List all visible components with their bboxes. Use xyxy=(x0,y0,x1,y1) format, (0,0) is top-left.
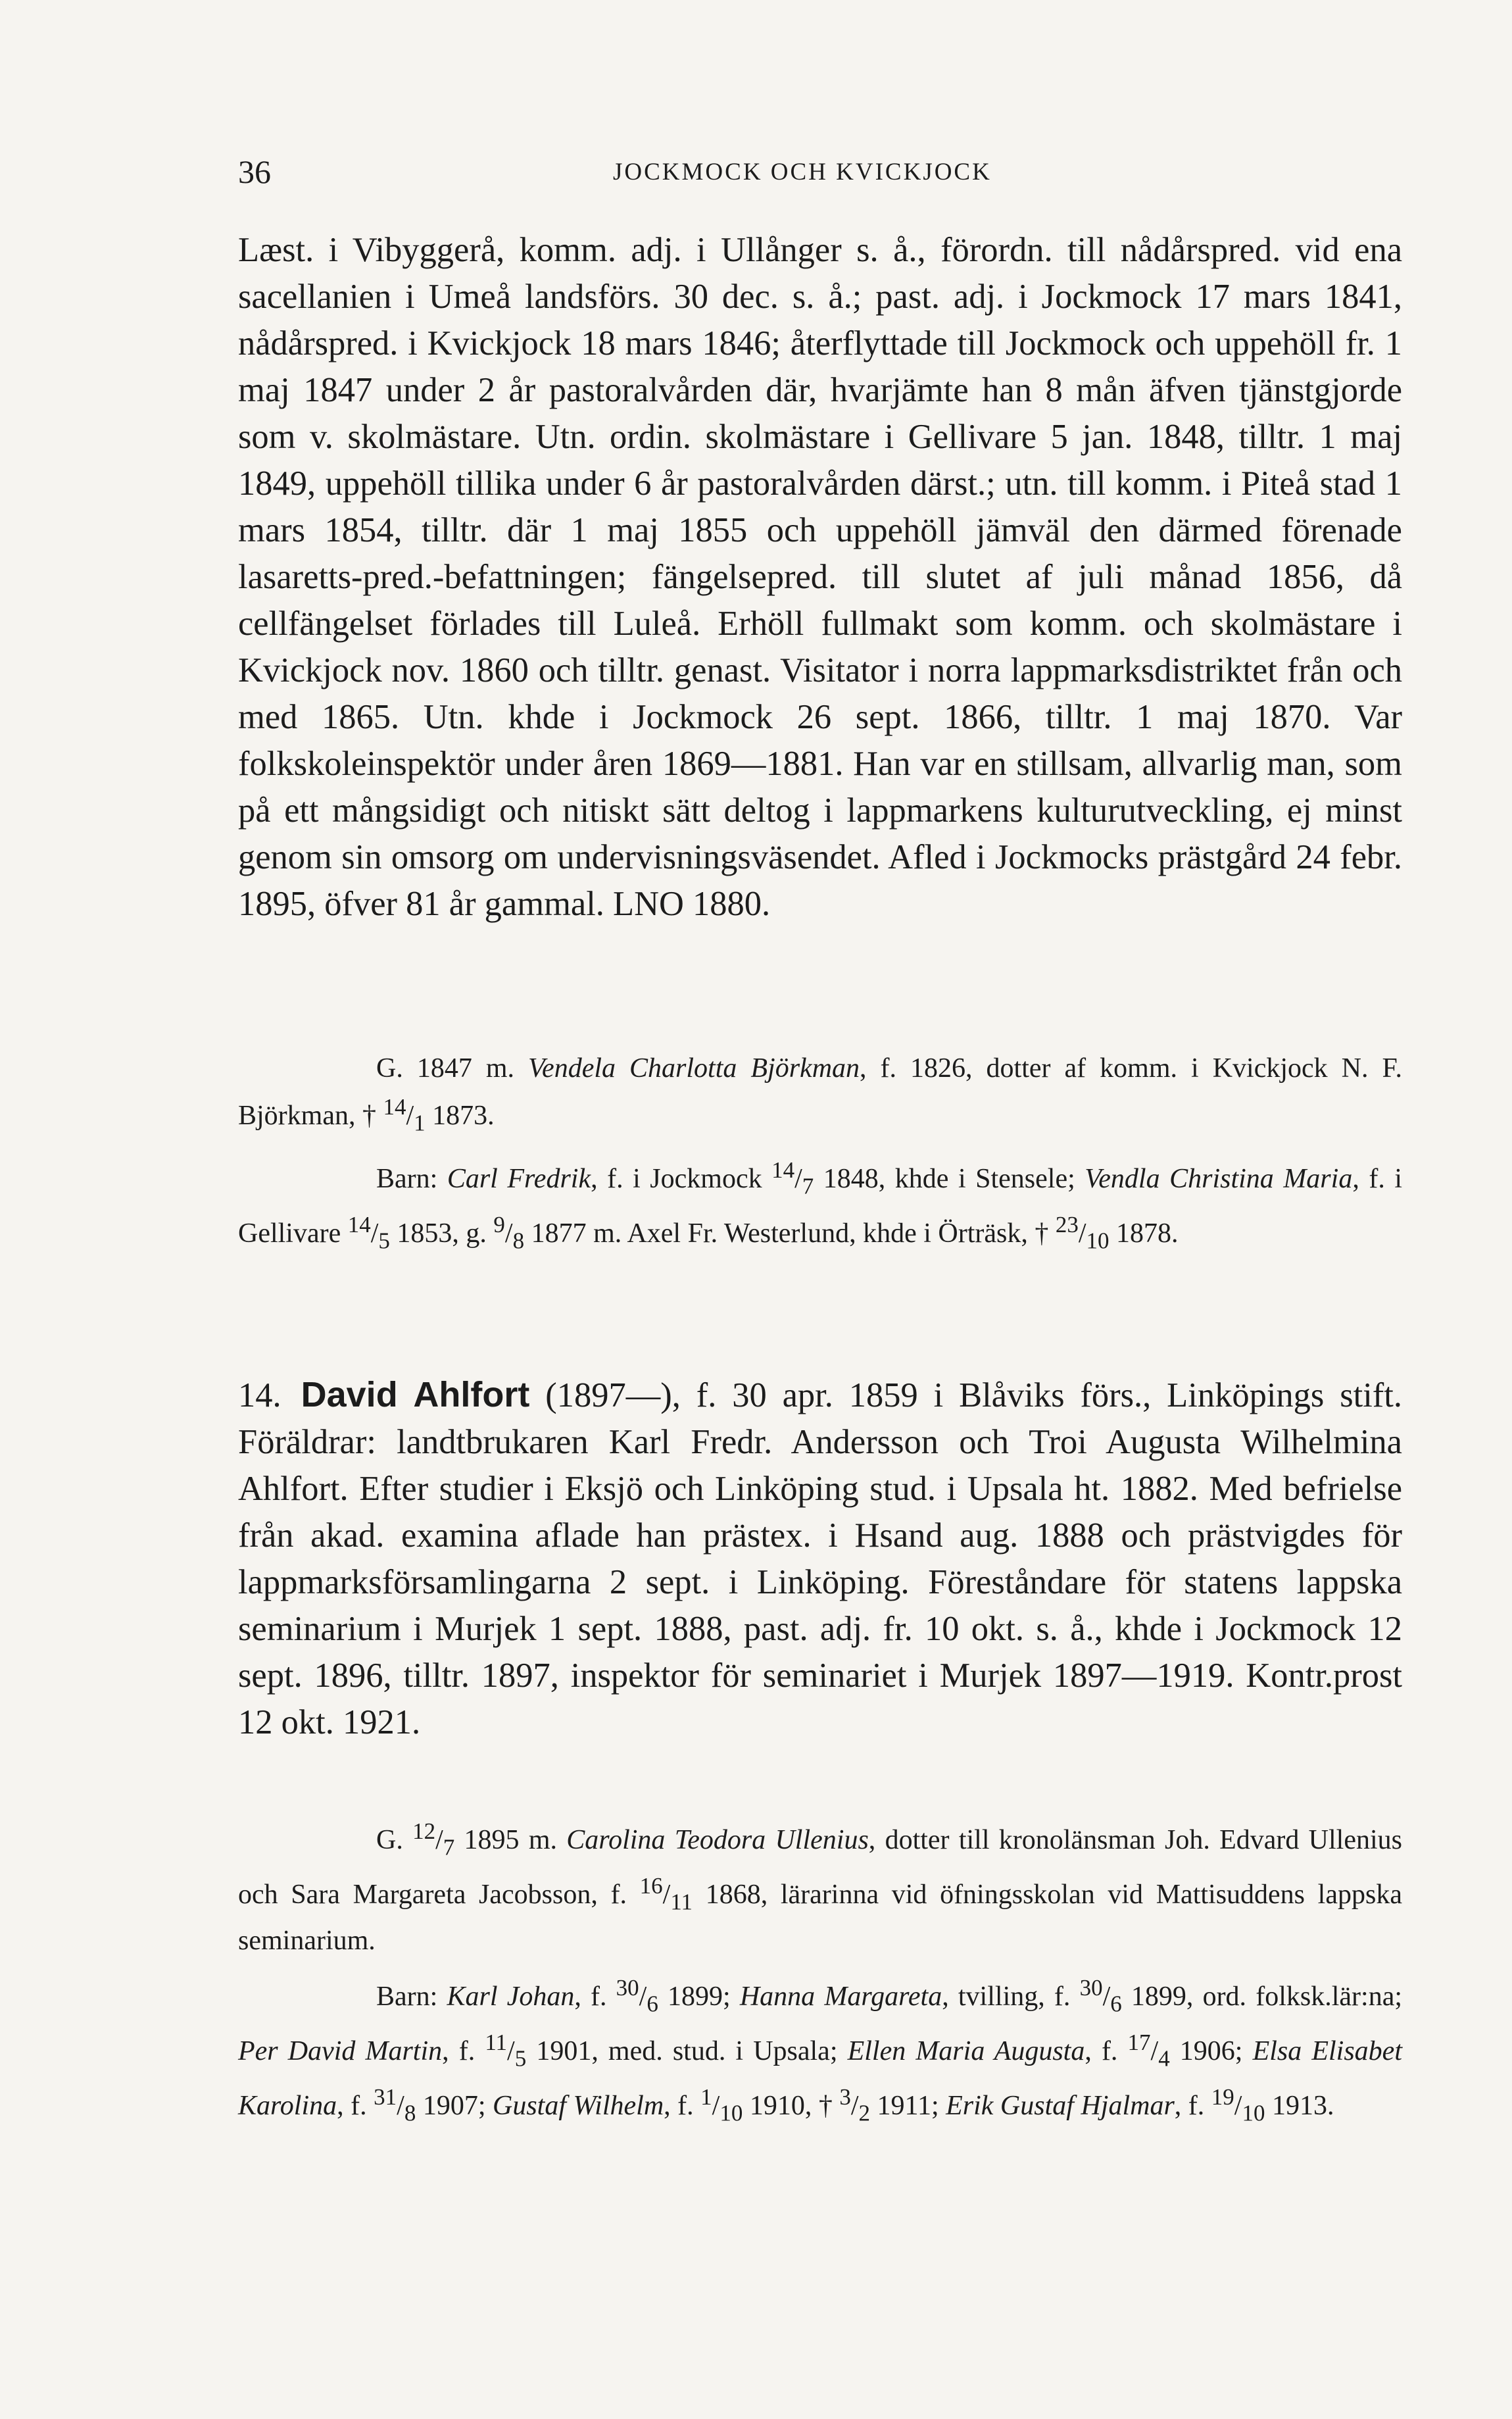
entry-13-children: Barn: Carl Fredrik, f. i Jockmock $^{14}/_7$ 1848, khde i Stensele; Vendla Christina Maria, f. i Gellivare $^{14}/_5$ 1853, g. $^9/_8$ 1877 m. Axel Fr. Westerlund, khde i Örträsk, † $^{23}/_{10}$ 1878. xyxy=(238,1157,1403,1254)
running-head: JOCKMOCK OCH KVICKJOCK xyxy=(613,159,992,186)
entry-14-family xyxy=(238,1812,1402,2133)
child-name: Elsa Elisabet Karolina xyxy=(238,2036,1402,2122)
spouse-name: Vendela Charlotta Björkman xyxy=(528,1053,860,1084)
entry-13-section xyxy=(238,227,1402,928)
spouse-name: Carolina Teodora Ullenius xyxy=(566,1825,869,1855)
child-name: Erik Gustaf Hjalmar xyxy=(946,2091,1175,2122)
child-name: Hanna Margareta xyxy=(739,1982,942,2012)
child-name: Gustaf Wilhelm xyxy=(492,2091,664,2122)
entry-13-marriage: G. 1847 m. Vendela Charlotta Björkman, f. 1826, dotter af komm. i Kvickjock N. F. Björkman, † $^{14}/_1$ 1873. xyxy=(238,1053,1402,1135)
child-name: Per David Martin xyxy=(238,2036,443,2067)
child-name: Vendla Christina Maria xyxy=(1085,1164,1353,1195)
entry-number: 14. xyxy=(238,1376,281,1414)
page-number: 36 xyxy=(238,153,271,190)
entry-13-family xyxy=(238,1049,1402,1260)
child-name: Karl Johan xyxy=(447,1982,575,2012)
entry-14-children: Barn: Karl Johan, f. $^{30}/_6$ 1899; Hanna Margareta, tvilling, f. $^{30}/_6$ 1899, ord. folksk.lär:na; Per David Martin, f. $^{11}/_5$ 1901, med. stud. i Upsala; Ellen Maria Augusta, f. $^{17}/_4$ 1906; Elsa Elisabet Karolina, f. $^{31}/_8$ 1907; Gustaf Wilhelm, f. $^1/_{10}$ 1910, † $^3/_2$ 1911; Erik Gustaf Hjalmar, f. $^{19}/_{10}$ 1913. xyxy=(238,1975,1403,2126)
child-name: Carl Fredrik xyxy=(447,1164,591,1195)
entry-14-bio: 14. David Ahlfort (1897—), f. 30 apr. 1859 i Blåviks förs., Linköpings stift. Föräldrar: landtbrukaren Karl Fredr. Andersson och Troi Augusta Wilhelmina Ahlfort. Efter studier i Eksjö och Linköping stud. i Upsala ht. 1882. Med befrielse från akad. examina aflade han prästex. i Hsand aug. 1888 och prästvigdes för lappmarksförsamlingarna 2 sept. i Linköping. Föreståndare för statens lappska seminarium i Murjek 1 sept. 1888, past. adj. fr. 10 okt. s. å., khde i Jockmock 12 sept. 1896, tilltr. 1897, inspektor för seminariet i Murjek 1897—1919. Kontr.prost 12 okt. 1921. xyxy=(238,1372,1402,1746)
entry-14-section xyxy=(238,1372,1402,1746)
entry-14-marriage: G. $^{12}/_7$ 1895 m. Carolina Teodora Ullenius, dotter till kronolänsman Joh. Edvard Ullenius och Sara Margareta Jacobsson, f. $^{16}/_{11}$ 1868, lärarinna vid öfningsskolan vid Mattisuddens lappska seminarium. xyxy=(238,1818,1402,1956)
entry-name: David Ahlfort xyxy=(301,1375,530,1414)
child-name: Ellen Maria Augusta xyxy=(847,2036,1085,2067)
entry-13-bio: Læst. i Vibyggerå, komm. adj. i Ullånger s. å., förordn. till nådårspred. vid ena sacellanien i Umeå landsförs. 30 dec. s. å.; past. adj. i Jockmock 17 mars 1841, nådårspred. i Kvickjock 18 mars 1846; återflyttade till Jockmock och uppehöll fr. 1 maj 1847 under 2 år pastoralvården där, hvarjämte han 8 mån äfven tjänstgjorde som v. skolmästare. Utn. ordin. skolmästare i Gellivare 5 jan. 1848, tilltr. 1 maj 1849, uppehöll tillika under 6 år pastoralvården därst.; utn. till komm. i Piteå stad 1 mars 1854, tilltr. där 1 maj 1855 och uppehöll jämväl den därmed förenade lasaretts-pred.-befattningen; fängelsepred. till slutet af juli månad 1856, då cellfängelset förlades till Luleå. Erhöll fullmakt som komm. och skolmästare i Kvickjock nov. 1860 och tilltr. genast. Visitator i norra lappmarksdistriktet från och med 1865. Utn. khde i Jockmock 26 sept. 1866, tilltr. 1 maj 1870. Var folkskoleinspektör under åren 1869—1881. Han var en stillsam, allvarlig man, som på ett mångsidigt och nitiskt sätt deltog i lappmarkens kulturutveckling, ej minst genom sin omsorg om undervisningsväsendet. Afled i Jockmocks prästgård 24 febr. 1895, öfver 81 år gammal. LNO 1880. xyxy=(238,231,1402,923)
page-header xyxy=(238,153,1402,205)
